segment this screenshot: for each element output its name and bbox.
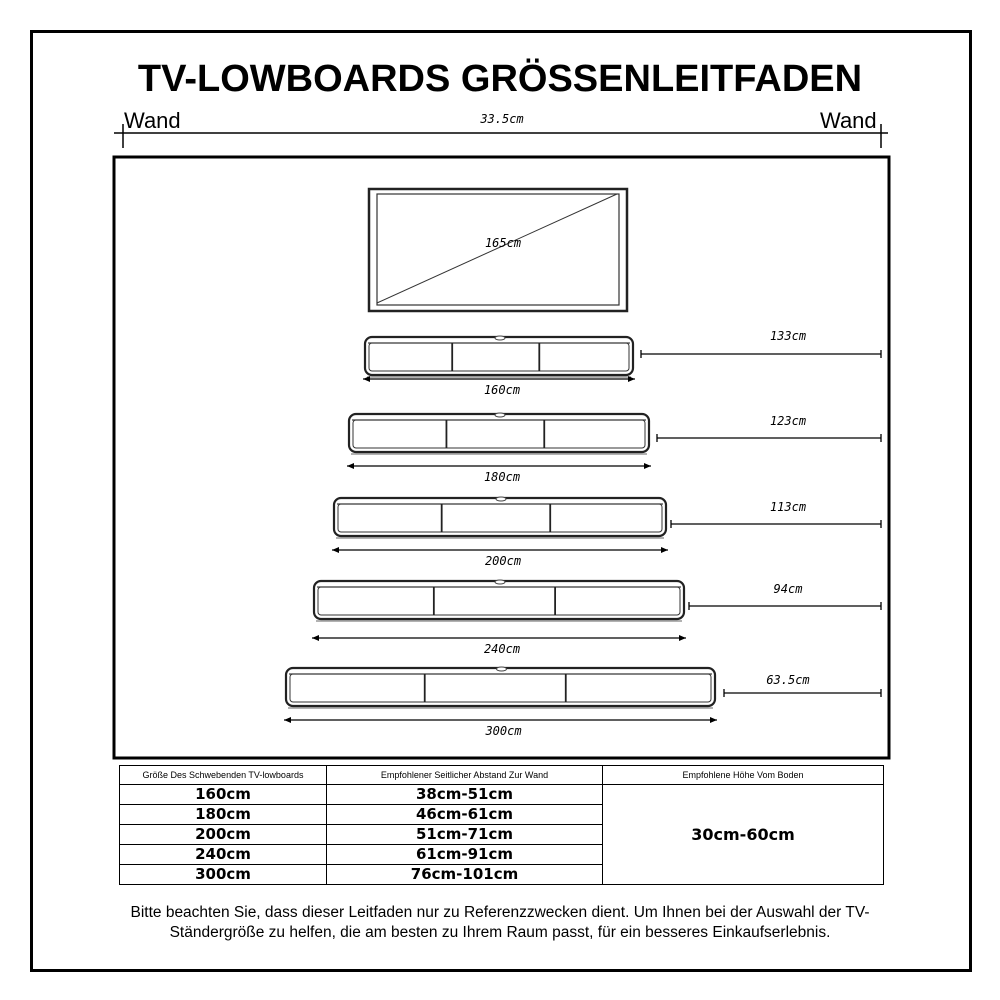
tv-size-label: 165cm (484, 236, 522, 250)
distance-cell: 38cm-51cm (327, 785, 603, 805)
wall-label-right: Wand (820, 108, 877, 133)
size-cell: 240cm (120, 845, 327, 865)
distance-cell: 51cm-71cm (327, 825, 603, 845)
top-dimension-line (114, 124, 888, 148)
size-cell: 160cm (120, 785, 327, 805)
cable-hole (495, 580, 505, 584)
header-size: Größe Des Schwebenden TV-lowboards (120, 766, 327, 785)
recommendation-table (119, 765, 884, 885)
width-label: 300cm (485, 724, 522, 738)
header-distance: Empfohlener Seitlicher Abstand Zur Wand (327, 766, 603, 785)
width-label: 160cm (483, 383, 521, 397)
wall-label-left: Wand (124, 108, 181, 133)
gap-label: 113cm (769, 500, 807, 514)
size-cell: 300cm (120, 865, 327, 885)
size-cell: 180cm (120, 805, 327, 825)
disclaimer-note: Bitte beachten Sie, dass dieser Leitfaden nur zu Referenzzwecken dient. Um Ihnen bei der Auswahl der TV-Ständergröße zu helfen, die am besten zu Ihrem Raum passt, für ein besseres Einkaufserlebnis. (130, 904, 870, 941)
table-row (120, 785, 884, 805)
cable-hole (496, 497, 506, 501)
size-cell: 200cm (120, 825, 327, 845)
table-header-row (120, 766, 884, 785)
tv-screen (369, 189, 627, 311)
distance-cell: 46cm-61cm (327, 805, 603, 825)
width-label: 240cm (483, 642, 521, 656)
cable-hole (497, 667, 507, 671)
width-label: 180cm (483, 470, 521, 484)
cable-hole (495, 413, 505, 417)
height-cell: 30cm-60cm (603, 785, 884, 885)
distance-cell: 76cm-101cm (327, 865, 603, 885)
page-title: TV-LOWBOARDS GRÖSSENLEITFADEN (137, 58, 863, 100)
header-height: Empfohlene Höhe Vom Boden (603, 766, 884, 785)
cable-hole (495, 336, 505, 340)
gap-label: 133cm (769, 329, 807, 343)
gap-label: 94cm (773, 582, 803, 596)
distance-cell: 61cm-91cm (327, 845, 603, 865)
top-dimension-label: 33.5cm (480, 112, 524, 126)
width-label: 200cm (484, 554, 522, 568)
gap-label: 63.5cm (766, 673, 810, 687)
gap-label: 123cm (769, 414, 807, 428)
